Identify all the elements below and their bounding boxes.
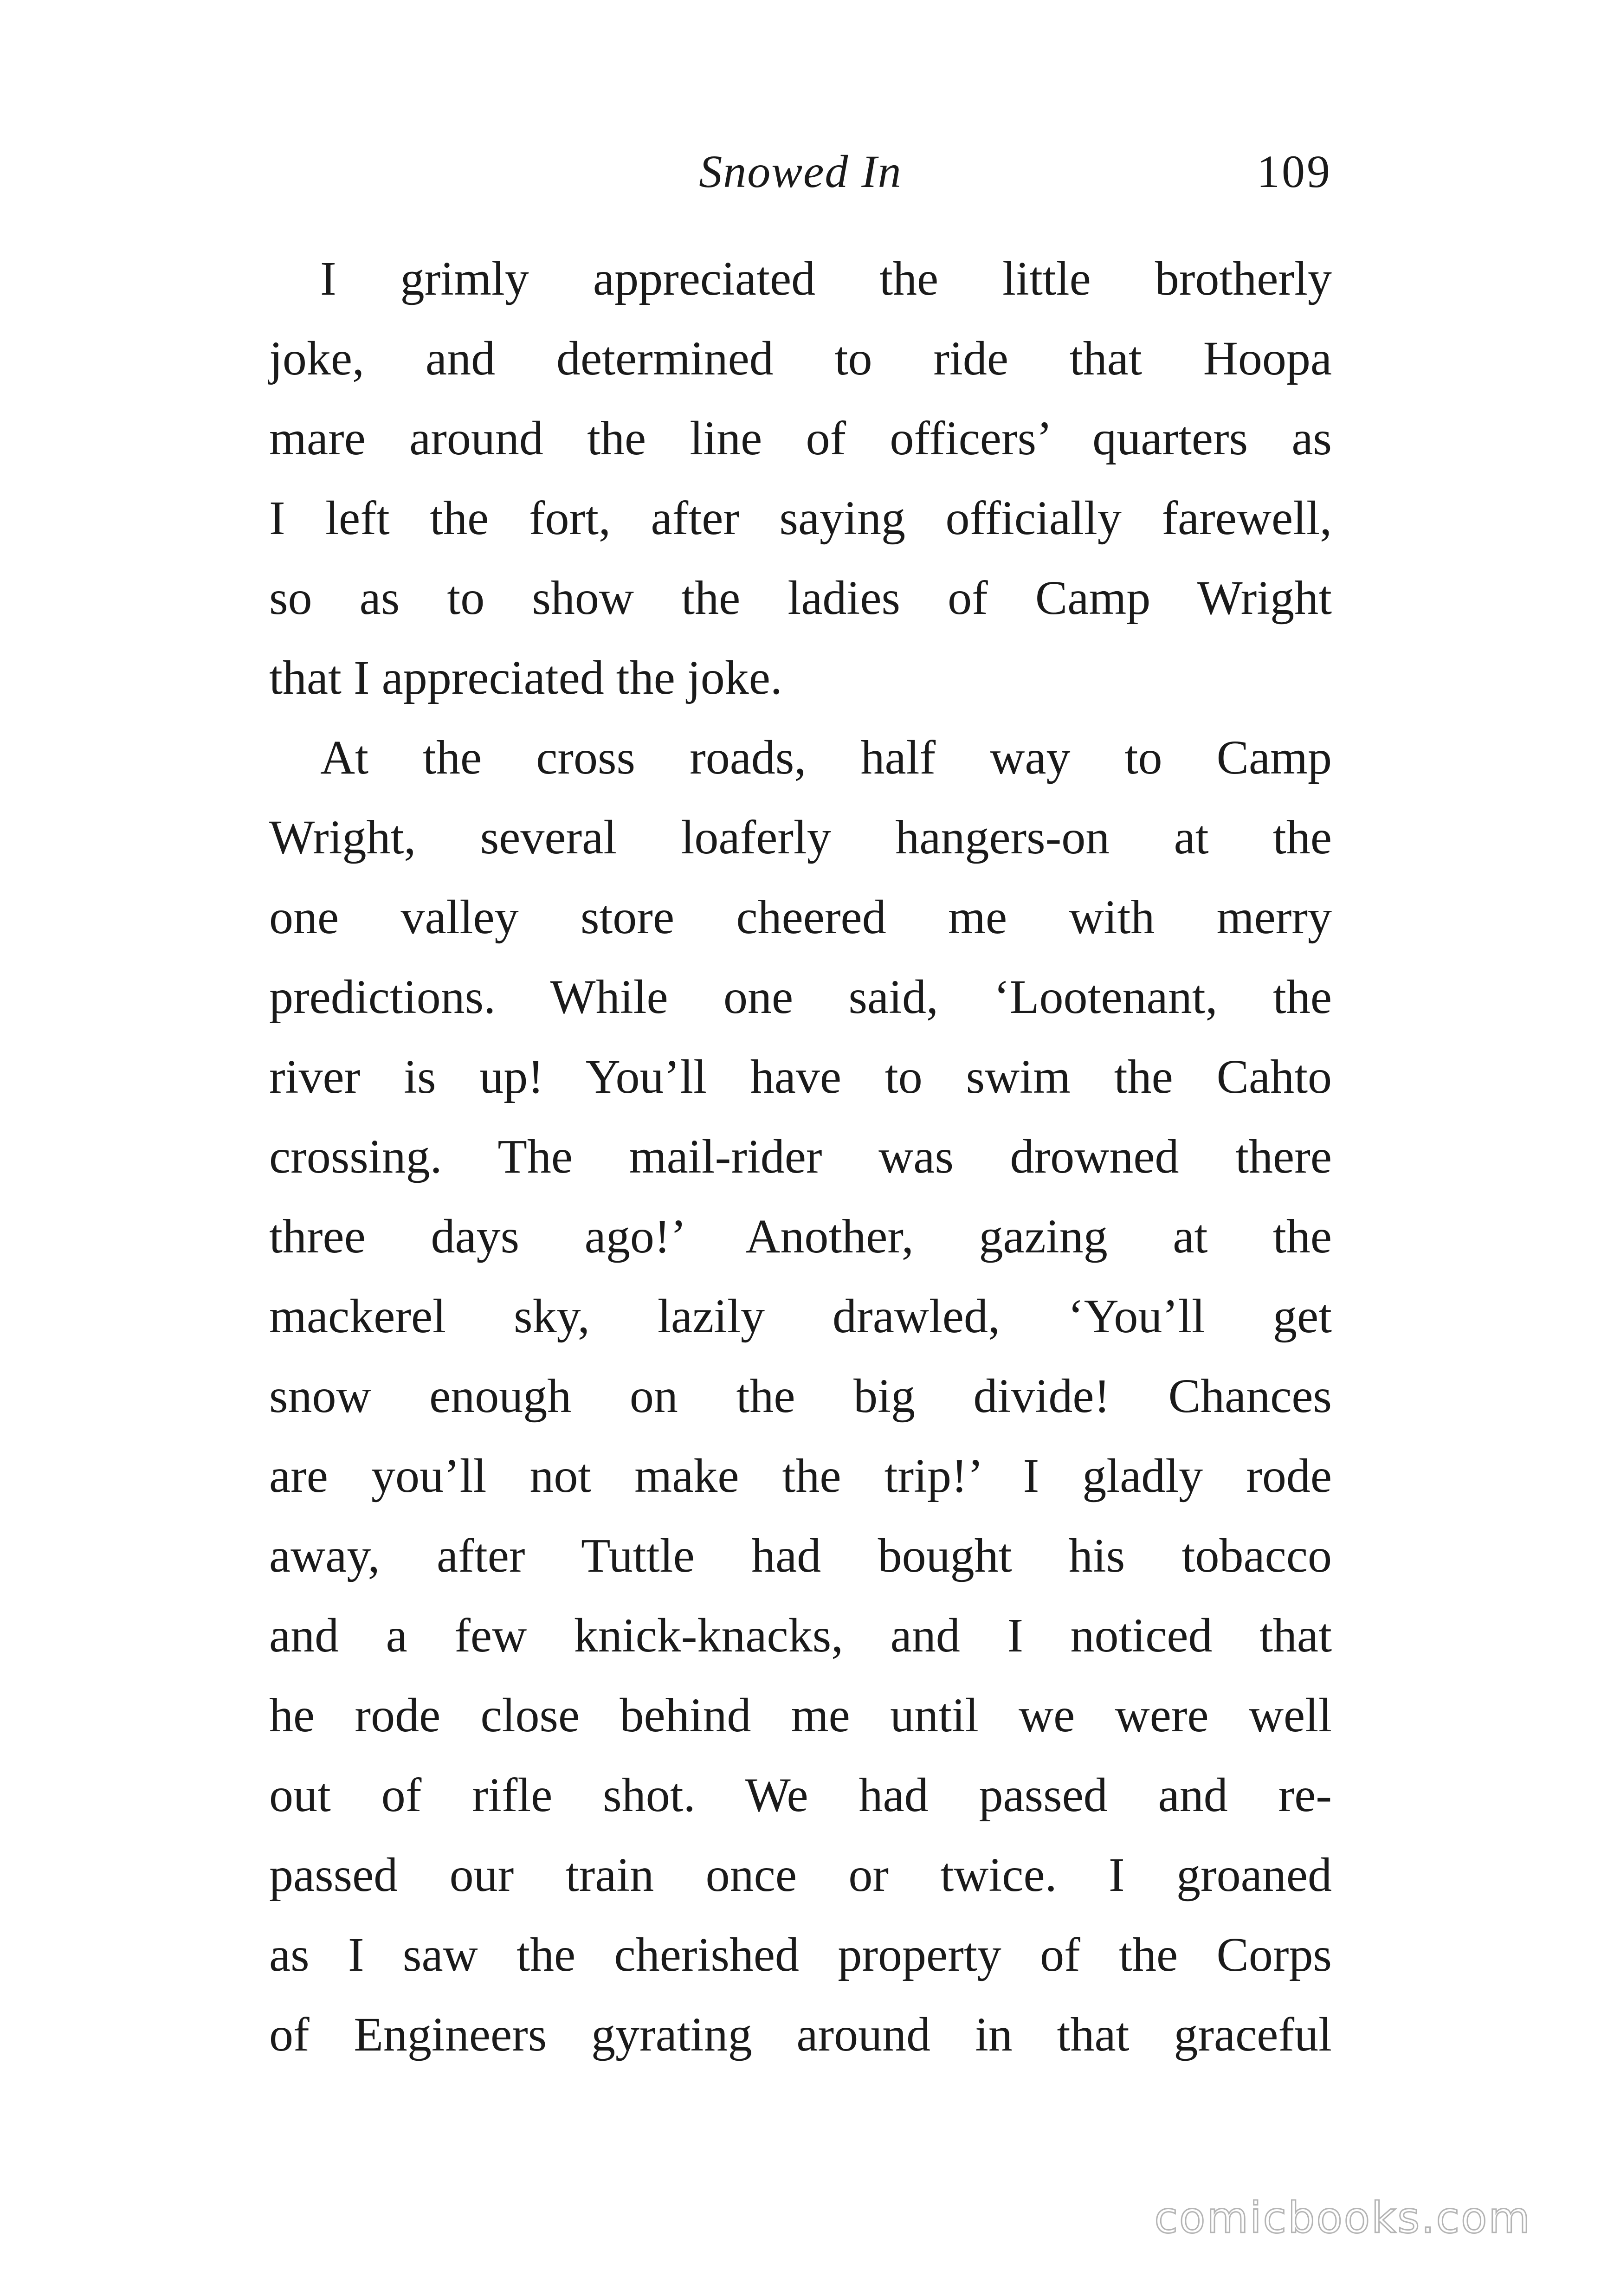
text-line: I grimly appreciated the little brotherly xyxy=(320,252,1332,305)
watermark: comicbooks.com xyxy=(1154,2193,1531,2243)
text-line: three days ago!’ Another, gazing at the xyxy=(269,1210,1332,1263)
text-line: one valley store cheered me with merry xyxy=(269,890,1332,944)
text-line: mare around the line of officers’ quarters as xyxy=(269,412,1332,465)
text-line: away, after Tuttle had bought his tobacco xyxy=(269,1529,1332,1582)
text-line: he rode close behind me until we were well xyxy=(269,1689,1332,1742)
text-line: Wright, several loaferly hangers-on at the xyxy=(269,811,1332,864)
page-header xyxy=(269,139,1332,204)
text-line: of Engineers gyrating around in that graceful xyxy=(269,2008,1332,2061)
text-line: as I saw the cherished property of the Corps xyxy=(269,1928,1332,1981)
running-title: Snowed In xyxy=(699,146,902,197)
text-line: At the cross roads, half way to Camp xyxy=(320,731,1332,784)
text-line: snow enough on the big divide! Chances xyxy=(269,1369,1332,1423)
text-line: predictions. While one said, ‘Lootenant, the xyxy=(269,970,1332,1024)
text-line: joke, and determined to ride that Hoopa xyxy=(269,332,1332,385)
text-line: mackerel sky, lazily drawled, ‘You’ll get xyxy=(269,1290,1332,1343)
body-text xyxy=(269,239,1332,2075)
text-line: out of rifle shot. We had passed and re- xyxy=(269,1768,1332,1822)
text-line: river is up! You’ll have to swim the Cahto xyxy=(269,1050,1332,1103)
page-number: 109 xyxy=(1257,146,1332,197)
text-line: crossing. The mail-rider was drowned there xyxy=(269,1130,1332,1183)
text-line: are you’ll not make the trip!’ I gladly rode xyxy=(269,1449,1332,1503)
paragraph xyxy=(269,239,1332,718)
text-line: and a few knick-knacks, and I noticed that xyxy=(269,1609,1332,1662)
text-line: passed our train once or twice. I groaned xyxy=(269,1848,1332,1902)
text-line: so as to show the ladies of Camp Wright xyxy=(269,571,1332,625)
text-line: that I appreciated the joke. xyxy=(269,651,782,704)
text-line: I left the fort, after saying officially farewell, xyxy=(269,491,1332,545)
paragraph xyxy=(269,718,1332,2075)
